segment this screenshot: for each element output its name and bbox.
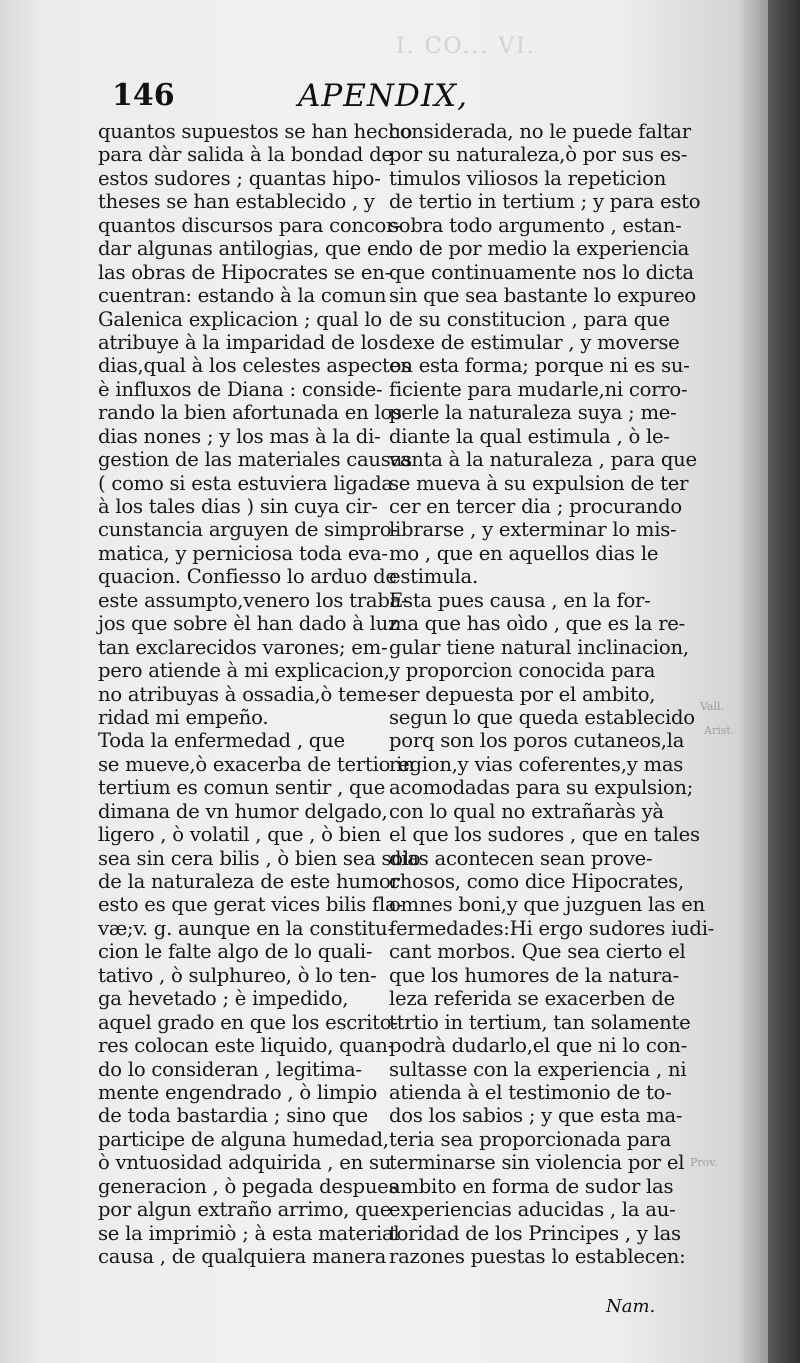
left-column-line: se la imprimiò ; à esta material (98, 1221, 400, 1245)
left-column-line: Toda la enfermedad , que (98, 729, 345, 753)
catchword: Nam. (606, 1296, 656, 1317)
right-column-line: cant morbos. Que sea cierto el (389, 940, 686, 964)
left-column-line: cuentran: estando à la comun (98, 284, 387, 308)
left-column-line: dar algunas antilogias, que en (98, 237, 391, 261)
left-column-line: tan exclarecidos varones; em- (98, 635, 388, 659)
right-column-line: terminarse sin violencia por el (389, 1151, 685, 1175)
right-column-line: teria sea proporcionada para (389, 1127, 672, 1151)
left-column-line: quacion. Confiesso lo arduo de (98, 565, 397, 589)
left-column-line: estos sudores ; quantas hipo- (98, 166, 381, 190)
left-column-line: no atribuyas à ossadia,ò teme- (98, 682, 394, 706)
left-column-line: participe de alguna humedad, (98, 1127, 389, 1151)
left-column-line: de toda bastardia ; sino que (98, 1104, 368, 1128)
left-column-line: este assumpto,venero los traba- (98, 588, 408, 612)
left-column-line: sea sin cera bilis , ò bien sea solo (98, 846, 421, 870)
right-column-line: timulos viliosos la repeticion (389, 166, 667, 190)
right-column-line: diante la qual estimula , ò le- (389, 424, 670, 448)
left-column-line: dimana de vn humor delgado, (98, 799, 388, 823)
right-column-line: dos los sabios ; y que esta ma- (389, 1104, 683, 1128)
right-column-line: region,y vias coferentes,y mas (389, 752, 684, 776)
left-column-line: jos que sobre èl han dado à luz (98, 612, 399, 636)
left-text-column (98, 120, 421, 1268)
left-column-line: cion le falte algo de lo quali- (98, 940, 373, 964)
right-column-line: toridad de los Principes , y las (389, 1221, 681, 1245)
right-column-line: sin que sea bastante lo expureo (389, 284, 696, 308)
right-column-line: que los humores de la natura- (389, 963, 679, 987)
right-column-line: sultasse con la experiencia , ni (389, 1057, 687, 1081)
right-column-line: se mueva à su expulsion de ter (389, 471, 689, 495)
right-column-line: ambito en forma de sudor las (389, 1174, 674, 1198)
right-column-line: ficiente para mudarle,ni corro- (389, 377, 688, 401)
right-column-line: ma que has oìdo , que es la re- (389, 612, 686, 636)
left-column-line: tativo , ò sulphureo, ò lo ten- (98, 963, 377, 987)
right-column-line: ser depuesta por el ambito, (389, 682, 656, 706)
right-column-line: que continuamente nos lo dicta (389, 260, 694, 284)
right-column-line: dexe de estimular , y moverse (389, 330, 680, 354)
right-column-line: y proporcion conocida para (389, 659, 656, 683)
right-column-line: fermedades:Hi ergo sudores iudi- (389, 916, 715, 940)
margin-note-1: Vall. (700, 700, 725, 713)
page-number: 146 (112, 78, 175, 113)
right-column-line: segun lo que queda establecido (389, 705, 695, 729)
right-column-line: do de por medio la experiencia (389, 237, 690, 261)
left-column-line: generacion , ò pegada despues (98, 1174, 399, 1198)
right-column-line: cer en tercer dia ; procurando (389, 495, 682, 518)
page-header (112, 78, 672, 122)
right-column-line: en esta forma; porque ni es su- (389, 354, 690, 378)
left-column-line: væ;v. g. aunque en la constitu- (98, 916, 394, 940)
right-column-line: Esta pues causa , en la for- (389, 588, 651, 612)
left-column-line: esto es que gerat vices bilis fla- (98, 893, 403, 917)
left-column-line: matica, y perniciosa toda eva- (98, 541, 388, 565)
right-column-line: considerada, no le puede faltar (389, 120, 691, 143)
show-through-text: I. CO... VI. (396, 34, 536, 59)
right-column-line: podrà dudarlo,el que ni lo con- (389, 1034, 687, 1058)
left-column-line: à los tales dias ) sin cuya cir- (98, 495, 378, 518)
right-column-line: omnes boni,y que juzguen las en (389, 893, 705, 917)
left-column-line: ò vntuosidad adquirida , en su (98, 1151, 392, 1175)
right-column-line: de su constitucion , para que (389, 307, 670, 331)
running-head: APENDIX, (298, 78, 469, 114)
right-column-line: de tertio in tertium ; y para esto (389, 190, 701, 214)
left-column-line: cunstancia arguyen de simpro- (98, 518, 398, 542)
left-column-line: ligero , ò volatil , que , ò bien (98, 823, 381, 847)
left-column-line: tertium es comun sentir , que (98, 776, 386, 800)
right-column-line: con lo qual no extrañaràs yà (389, 799, 664, 823)
left-column-line: dias,qual à los celestes aspectos (98, 354, 411, 378)
left-column-line: por algun extraño arrimo, que (98, 1198, 392, 1222)
left-column-line: pero atiende à mi explicacion, (98, 659, 390, 683)
dark-scan-edge (768, 0, 800, 1363)
right-column-line: dias acontecen sean prove- (389, 846, 653, 870)
left-column-line: res colocan este liquido, quan- (98, 1034, 395, 1058)
left-column-line: para dàr salida à la bondad de (98, 143, 393, 167)
right-column-line: sobra todo argumento , estan- (389, 213, 682, 237)
left-column-line: se mueve,ò exacerba de tertio in (98, 752, 415, 776)
right-column-line: razones puestas lo establecen: (389, 1245, 686, 1268)
left-column-line: atribuye à la imparidad de los (98, 330, 389, 354)
left-column-line: è influxos de Diana : conside- (98, 377, 383, 401)
left-column-line: aquel grado en que los escrito- (98, 1010, 398, 1034)
left-column-line: mente engendrado , ò limpio (98, 1080, 378, 1104)
left-column-line: ridad mi empeño. (98, 705, 269, 729)
right-column-line: vanta à la naturaleza , para que (389, 448, 697, 472)
left-column-line: ( como si esta estuviera ligada (98, 471, 393, 495)
left-column-line: de la naturaleza de este humor (98, 870, 400, 893)
left-column-line: las obras de Hipocrates se en- (98, 260, 391, 284)
right-column-line: por su naturaleza,ò por sus es- (389, 143, 688, 167)
margin-note-2: Arist. (704, 724, 735, 737)
right-column-line: mo , que en aquellos dias le (389, 541, 659, 565)
right-column-line: gular tiene natural inclinacion, (389, 635, 689, 659)
left-column-line: gestion de las materiales causas (98, 448, 412, 472)
right-column-line: librarse , y exterminar lo mis- (389, 518, 677, 542)
right-column-line: porq son los poros cutaneos,la (389, 729, 685, 753)
left-column-line: quantos discursos para concor- (98, 213, 402, 237)
right-column-line: estimula. (389, 565, 478, 589)
right-column-line: experiencias aducidas , la au- (389, 1198, 676, 1222)
left-column-line: do lo consideran , legitima- (98, 1057, 362, 1081)
right-column-line: el que los sudores , que en tales (389, 823, 700, 847)
right-column-line: acomodadas para su expulsion; (389, 776, 694, 800)
left-column-line: causa , de qualquiera manera (98, 1245, 386, 1268)
left-column-line: theses se han establecido , y (98, 190, 375, 214)
left-column-line: dias nones ; y los mas à la di- (98, 424, 381, 448)
right-column-line: atienda à el testimonio de to- (389, 1080, 672, 1104)
left-column-line: rando la bien afortunada en los (98, 401, 402, 425)
left-column-line: Galenica explicacion ; qual lo (98, 307, 382, 331)
margin-note-3: Prov. (690, 1156, 718, 1169)
right-column-line: ttrtio in tertium, tan solamente (389, 1010, 691, 1034)
right-column-line: chosos, como dice Hipocrates, (389, 870, 684, 893)
right-column-line: leza referida se exacerben de (389, 987, 676, 1011)
right-column-line: perle la naturaleza suya ; me- (389, 401, 677, 425)
left-column-line: quantos supuestos se han hecho (98, 120, 412, 143)
left-column-line: ga hevetado ; è impedido, (98, 987, 349, 1011)
